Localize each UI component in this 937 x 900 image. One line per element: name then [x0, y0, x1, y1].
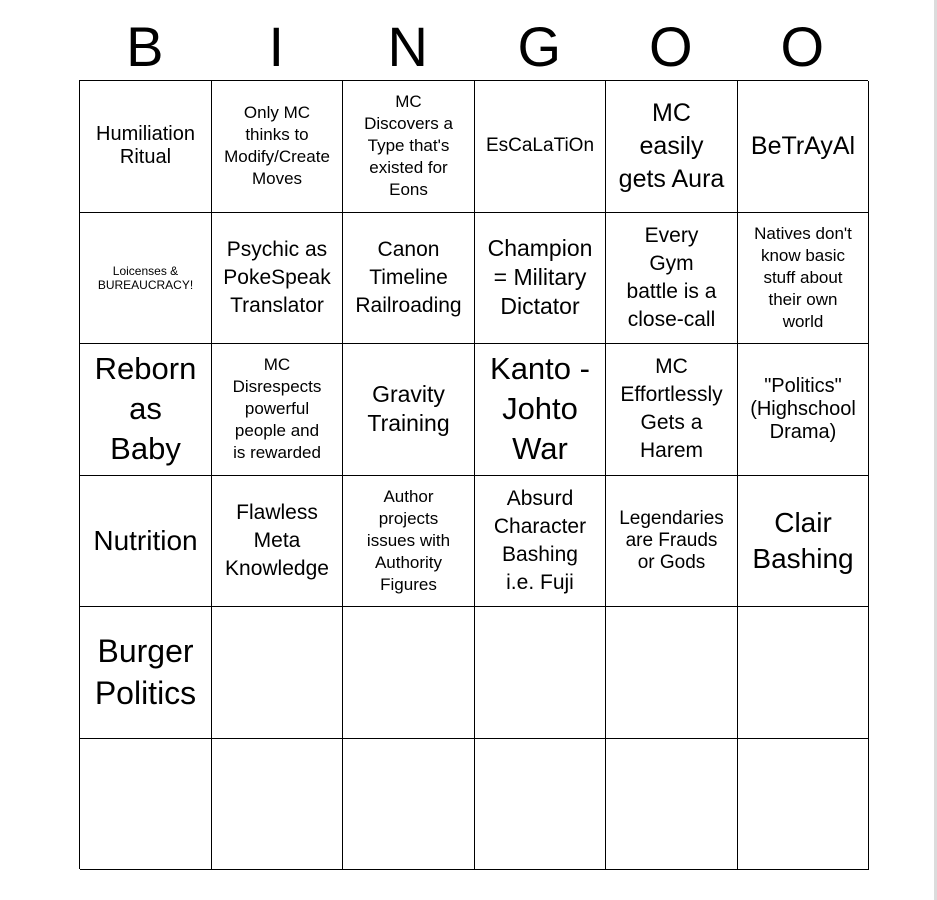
header-letter-n: N [387, 15, 428, 78]
bingo-cell-r1-c2[interactable] [212, 81, 343, 213]
cell-text: Loicenses & BUREAUCRACY! [97, 263, 194, 292]
bingo-cell-r6-c4[interactable] [475, 739, 606, 871]
bingo-cell-r5-c2[interactable] [212, 607, 343, 739]
cell-text: Natives don't know basic stuff about their own world [754, 223, 852, 331]
bingo-cell-r1-c5[interactable] [606, 81, 738, 213]
header-letter-i: I [268, 15, 285, 78]
bingo-cell-r4-c3[interactable] [343, 476, 475, 608]
cell-text: Reborn as Baby [94, 351, 197, 467]
header-letter-o-2: O [780, 15, 825, 78]
cell-text: "Politics" (Highschool Drama) [750, 374, 856, 443]
bingo-grid [79, 80, 868, 869]
cell-text: Flawless Meta Knowledge [225, 500, 329, 580]
cell-text: Clair Bashing [752, 506, 854, 574]
cell-text: Champion = Military Dictator [487, 235, 593, 320]
bingo-cell-r5-c6[interactable] [738, 607, 869, 739]
bingo-cell-r2-c2[interactable] [212, 213, 343, 345]
cell-text: Legendaries are Frauds or Gods [619, 507, 724, 573]
bingo-cell-r6-c2[interactable] [212, 739, 343, 871]
cell-text: Humiliation Ritual [96, 123, 195, 169]
cell-text: MC Discovers a Type that's existed for Eons [364, 92, 453, 200]
cell-text: Kanto - Johto War [490, 351, 590, 467]
bingo-cell-r6-c3[interactable] [343, 739, 475, 871]
bingo-header [79, 14, 868, 80]
bingo-cell-r1-c3[interactable] [343, 81, 475, 213]
bingo-cell-r6-c5[interactable] [606, 739, 738, 871]
cell-text: MC easily gets Aura [618, 98, 725, 193]
bingo-cell-r2-c4[interactable] [475, 213, 606, 345]
bingo-cell-r2-c1[interactable] [80, 213, 212, 345]
bingo-cell-r4-c6[interactable] [738, 476, 869, 608]
bingo-cell-r3-c3[interactable] [343, 344, 475, 476]
bingo-cell-r1-c6[interactable] [738, 81, 869, 213]
bingo-cell-r5-c1[interactable] [80, 607, 212, 739]
cell-text: Psychic as PokeSpeak Translator [223, 237, 331, 317]
cell-text: EsCaLaTiOn [485, 135, 595, 157]
bingo-cell-r4-c4[interactable] [475, 476, 606, 608]
bingo-cell-r4-c1[interactable] [80, 476, 212, 608]
cell-text: MC Effortlessly Gets a Harem [620, 355, 723, 463]
bingo-cell-r4-c5[interactable] [606, 476, 738, 608]
cell-text: MC Disrespects powerful people and is rewarded [232, 355, 322, 463]
bingo-cell-r3-c4[interactable] [475, 344, 606, 476]
cell-text: Every Gym battle is a close-call [626, 223, 717, 331]
bingo-cell-r3-c5[interactable] [606, 344, 738, 476]
bingo-cell-r3-c6[interactable] [738, 344, 869, 476]
bingo-cell-r4-c2[interactable] [212, 476, 343, 608]
cell-text: Nutrition [93, 524, 198, 556]
bingo-cell-r3-c2[interactable] [212, 344, 343, 476]
cell-text: Canon Timeline Railroading [355, 237, 462, 317]
bingo-cell-r2-c3[interactable] [343, 213, 475, 345]
bingo-cell-r6-c6[interactable] [738, 739, 869, 871]
cell-text: Gravity Training [367, 381, 450, 437]
bingo-cell-r6-c1[interactable] [80, 739, 212, 871]
header-letter-b: B [126, 15, 164, 78]
bingo-cell-r5-c4[interactable] [475, 607, 606, 739]
bingo-cell-r2-c5[interactable] [606, 213, 738, 345]
bingo-cell-r2-c6[interactable] [738, 213, 869, 345]
cell-text: Author projects issues with Authority Figures [366, 486, 451, 594]
cell-text: Only MC thinks to Modify/Create Moves [224, 103, 330, 189]
cell-text: BeTrAyAl [750, 131, 856, 160]
cell-text: Absurd Character Bashing i.e. Fuji [493, 486, 587, 594]
bingo-cell-r5-c5[interactable] [606, 607, 738, 739]
header-letter-g: G [517, 15, 562, 78]
bingo-cell-r5-c3[interactable] [343, 607, 475, 739]
header-letter-o: O [648, 15, 693, 78]
cell-text: Burger Politics [94, 633, 197, 712]
bingo-cell-r1-c4[interactable] [475, 81, 606, 213]
bingo-cell-r3-c1[interactable] [80, 344, 212, 476]
bingo-cell-r1-c1[interactable] [80, 81, 212, 213]
